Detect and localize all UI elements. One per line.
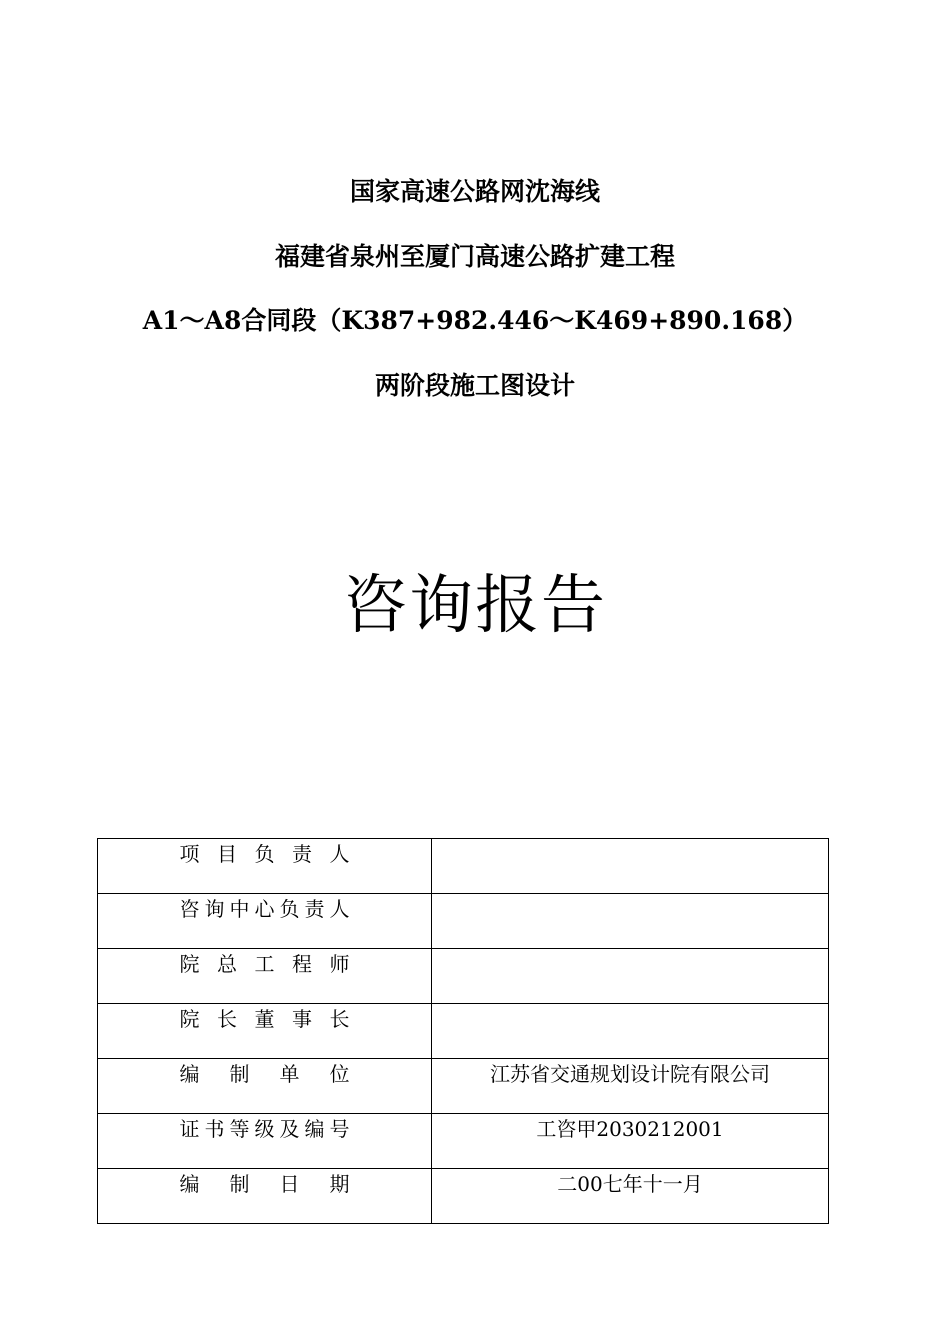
project-title-line-4: 两阶段施工图设计	[374, 371, 575, 400]
table-row	[98, 949, 829, 1004]
project-title-line-3: A1～A8合同段（K387+982.446～K469+890.168）	[142, 306, 808, 335]
row-label-certificate: 证书等级及编号	[98, 1114, 432, 1169]
row-value-certificate: 工咨甲2030212001	[432, 1114, 829, 1169]
row-value-center-lead	[432, 894, 829, 949]
row-value-chief-engineer	[432, 949, 829, 1004]
row-label-project-lead: 项目负责人	[98, 839, 432, 894]
row-value-president	[432, 1004, 829, 1059]
row-value-compiling-unit: 江苏省交通规划设计院有限公司	[432, 1059, 829, 1114]
project-title-line-2: 福建省泉州至厦门高速公路扩建工程	[274, 242, 675, 271]
table-row	[98, 1004, 829, 1059]
table-row	[98, 839, 829, 894]
row-label-center-lead: 咨询中心负责人	[98, 894, 432, 949]
project-title-line-1: 国家高速公路网沈海线	[349, 177, 600, 206]
row-value-compile-date: 二00七年十一月	[432, 1169, 829, 1224]
row-value-project-lead	[432, 839, 829, 894]
report-title: 咨询报告	[343, 569, 607, 643]
table-row	[98, 1169, 829, 1224]
table-row	[98, 1059, 829, 1114]
signoff-table	[97, 838, 829, 1224]
row-label-president: 院长董事长	[98, 1004, 432, 1059]
row-label-chief-engineer: 院总工程师	[98, 949, 432, 1004]
row-label-compiling-unit: 编制单位	[98, 1059, 432, 1114]
table-row	[98, 1114, 829, 1169]
table-row	[98, 894, 829, 949]
row-label-compile-date: 编制日期	[98, 1169, 432, 1224]
